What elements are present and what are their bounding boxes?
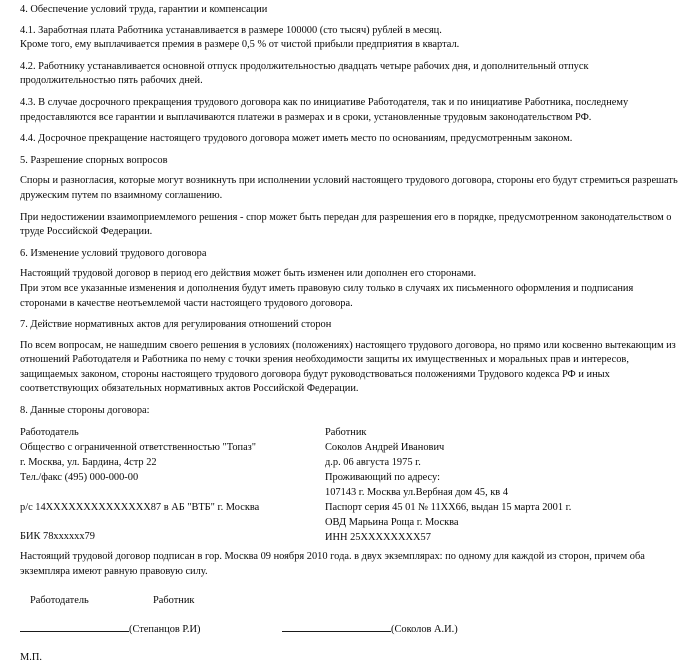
signature-label-employee: Работник <box>153 594 195 606</box>
paragraph-7-1: По всем вопросам, не нашедшим своего решения в условиях (положениях) настоящего трудового договора, но прямо или косвенно вытекающим из отношений Работодателя и Работника по нему с точки зрения необходимости защиты их имущественных и моральных прав и интересов, защищаемых законом, стороны настоящего трудового договора будут руководствоваться положениями Трудового кодекса РФ и иных соответствующих обязательных нормативных актов Российской Федерации. <box>20 339 676 395</box>
paragraph-4-3: 4.3. В случае досрочного прекращения трудового договора как по инициативе Работодателя, так и по инициативе Работника, последнему предоставляются все гарантии и выплачиваются платежи в размерах и в сроки, установленные трудовым законодательством РФ. <box>20 96 629 123</box>
paragraph-5-2: При недостижении взаимоприемлемого решения - спор может быть передан для разрешения его в порядке, предусмотренном законодательством о труде Российской Федерации. <box>20 211 672 238</box>
employer-label: Работодатель <box>20 426 79 438</box>
section-heading-8: 8. Данные стороны договора: <box>20 405 150 417</box>
employer-phone: Тел./факс (495) 000-000-00 <box>20 471 139 483</box>
employee-passport-issuer: ОВД Марьина Роща г. Москва <box>325 517 459 529</box>
employer-name: Общество с ограниченной ответственностью "Топаз" <box>20 441 257 453</box>
employee-passport: Паспорт серия 45 01 № 11XX66, выдан 15 марта 2001 г. <box>325 502 572 514</box>
paragraph-6-1: Настоящий трудовой договор в период его действия может быть изменен или дополнен его сторонами. При этом все указанные изменения и дополнения будут иметь правовую силу только в случаях их письменного оформления и подписания сторонами в качестве неотъемлемой части настоящего трудового договора. <box>20 268 634 309</box>
employee-inn: ИНН 25XXXXXXXX57 <box>325 532 431 544</box>
party-details-columns <box>20 425 686 546</box>
employee-residence-label: Проживающий по адресу: <box>325 471 440 483</box>
paragraph-4-2: 4.2. Работнику устанавливается основной отпуск продолжительностью двадцать четыре рабочих дня, и дополнительный отпуск продолжительностью пять рабочих дней. <box>20 60 589 87</box>
signature-label-employer: Работодатель <box>30 594 89 606</box>
seal-marker: М.П. <box>20 651 42 663</box>
employee-signature-line <box>282 623 391 632</box>
employer-address: г. Москва, ул. Бардина, 4стр 22 <box>20 456 157 468</box>
section-heading-7: 7. Действие нормативных актов для регулирования отношений сторон <box>20 319 332 331</box>
employee-label: Работник <box>325 426 367 438</box>
employer-signature-slot <box>20 623 282 638</box>
employee-signature-name: (Соколов А.И.) <box>391 624 458 636</box>
employee-signature-slot <box>282 623 458 638</box>
paragraph-5-1: Споры и разногласия, которые могут возникнуть при исполнении условий настоящего трудового договора, стороны его будут стремиться разрешать дружеским путем по взаимному соглашению. <box>20 175 678 201</box>
employer-signature-line <box>20 623 129 632</box>
paragraph-4-1: 4.1. Заработная плата Работника устанавливается в размере 100000 (сто тысяч) рублей в месяц. Кроме того, ему выплачивается премия в размере 0,5 % от чистой прибыли предприятия в квартал. <box>20 24 460 51</box>
signature-lines-row <box>20 623 686 638</box>
employee-details-column <box>325 425 686 546</box>
employee-name: Соколов Андрей Иванович <box>325 441 445 453</box>
employer-bank-account: р/с 14XXXXXXXXXXXXXX87 в АБ "ВТБ" г. Москва <box>20 501 260 513</box>
employee-birth-date: д.р. 06 августа 1975 г. <box>325 456 421 468</box>
section-heading-5: 5. Разрешение спорных вопросов <box>20 154 168 166</box>
employer-bik: БИК 78xxxxxx79 <box>20 531 95 543</box>
section-heading-6: 6. Изменение условий трудового договора <box>20 247 207 259</box>
employee-residence-address: 107143 г. Москва ул.Вербная дом 45, кв 4 <box>325 487 509 499</box>
employer-signature-name: (Степанцов Р.И) <box>129 624 201 636</box>
closing-statement: Настоящий трудовой договор подписан в гор. Москва 09 ноября 2010 года. в двух экземплярах: по одному для каждой из сторон, причем оба экземпляра имеют равную правовую силу. <box>20 551 645 577</box>
paragraph-4-4: 4.4. Досрочное прекращение настоящего трудового договора может иметь место по основаниям, предусмотренным законом. <box>20 133 573 145</box>
section-heading-4: 4. Обеспечение условий труда, гарантии и компенсации <box>20 4 268 15</box>
signature-labels-row <box>20 594 686 609</box>
employer-details-column <box>20 425 325 545</box>
